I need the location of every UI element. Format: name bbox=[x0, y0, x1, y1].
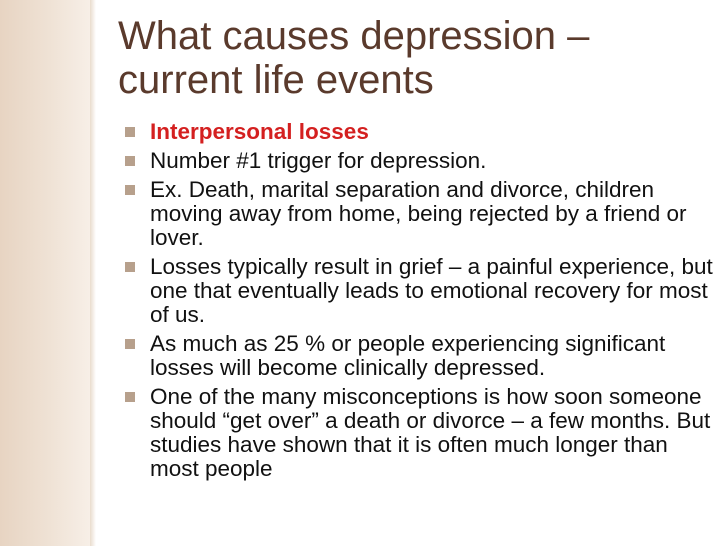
bullet-item bbox=[122, 332, 722, 380]
bullet-item bbox=[122, 120, 722, 144]
bullet-marker-icon bbox=[125, 127, 135, 137]
bullet-marker-icon bbox=[125, 185, 135, 195]
bullet-item bbox=[122, 255, 722, 327]
title-line-1: What causes depression – bbox=[118, 14, 590, 58]
bullet-text: One of the many misconceptions is how soon someone should “get over” a death or divorce – a few months. But studies have shown that it is often much longer than most people bbox=[150, 384, 711, 481]
decorative-sidebar bbox=[0, 0, 90, 546]
bullet-marker-icon bbox=[125, 339, 135, 349]
slide-title bbox=[118, 14, 718, 102]
bullet-text: Interpersonal losses bbox=[150, 119, 369, 144]
title-line-2: current life events bbox=[118, 58, 434, 102]
bullet-text: Ex. Death, marital separation and divorce, children moving away from home, being rejected by a friend or lover. bbox=[150, 177, 687, 250]
bullet-text: Number #1 trigger for depression. bbox=[150, 148, 487, 173]
bullet-marker-icon bbox=[125, 262, 135, 272]
bullet-item bbox=[122, 178, 722, 250]
bullet-text: As much as 25 % or people experiencing significant losses will become clinically depressed. bbox=[150, 331, 666, 380]
bullet-text: Losses typically result in grief – a painful experience, but one that eventually leads to emotional recovery for most of us. bbox=[150, 254, 713, 327]
bullet-item bbox=[122, 385, 722, 481]
bullet-marker-icon bbox=[125, 392, 135, 402]
sidebar-edge bbox=[90, 0, 96, 546]
bullet-item bbox=[122, 149, 722, 173]
bullet-marker-icon bbox=[125, 156, 135, 166]
bullet-list bbox=[122, 120, 722, 486]
